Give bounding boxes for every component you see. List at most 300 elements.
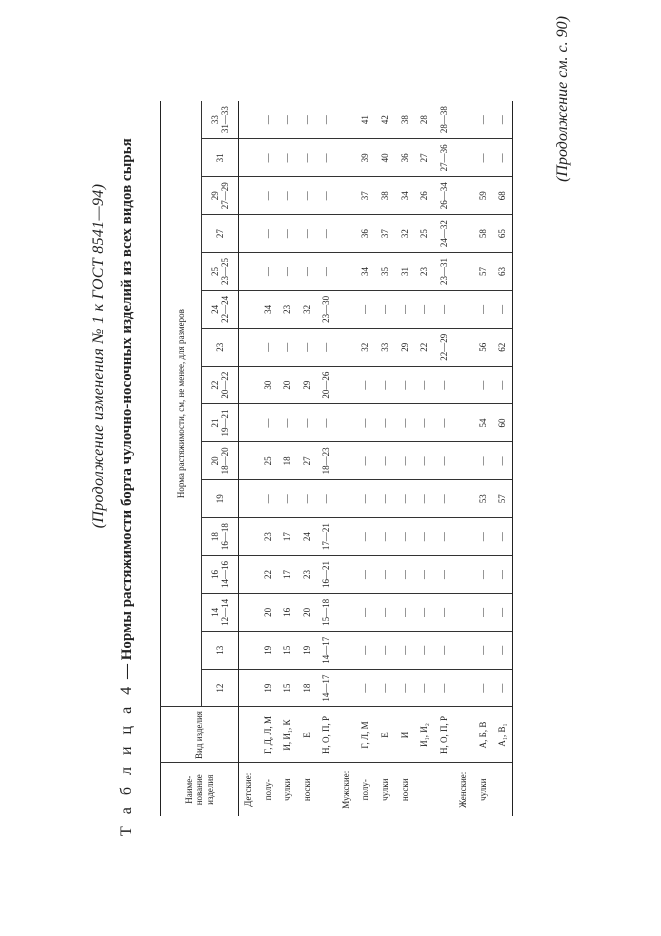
caption-dash: — <box>119 660 135 683</box>
value-cell: — <box>415 442 435 480</box>
value-cell: 23—30 <box>317 290 337 328</box>
value-cell <box>239 480 259 518</box>
size-range: 27—29 <box>220 182 230 210</box>
product-cell <box>317 763 337 816</box>
value-cell: 53 <box>473 480 493 518</box>
value-cell <box>336 328 356 366</box>
value-cell: — <box>477 683 488 693</box>
product-cell: Женские: <box>454 763 474 816</box>
value-cell: — <box>434 631 454 669</box>
value-cell: — <box>258 101 278 139</box>
value-cell: 58 <box>473 215 493 253</box>
value-cell: — <box>375 593 395 631</box>
value-cell <box>454 404 474 442</box>
value-cell: 19 <box>262 683 273 693</box>
value-cell: 41 <box>356 101 376 139</box>
value-cell: — <box>258 253 278 291</box>
value-cell: — <box>375 518 395 556</box>
value-cell: — <box>278 101 298 139</box>
value-cell <box>239 404 259 442</box>
value-cell: — <box>434 290 454 328</box>
value-cell: 30 <box>258 366 278 404</box>
value-cell: — <box>493 101 513 139</box>
value-cell: 20—26 <box>317 366 337 404</box>
value-cell <box>336 215 356 253</box>
value-cell: 60 <box>493 404 513 442</box>
value-cell: — <box>258 139 278 177</box>
value-cell: — <box>258 328 278 366</box>
value-cell: — <box>278 404 298 442</box>
value-cell <box>239 593 259 631</box>
value-cell <box>454 253 474 291</box>
type-cell: Е <box>297 707 317 763</box>
value-cell: 23 <box>297 556 317 594</box>
value-cell: 16 <box>278 593 298 631</box>
value-cell <box>454 593 474 631</box>
value-cell: 23—31 <box>434 253 454 291</box>
value-cell: — <box>493 669 513 707</box>
value-cell: 26—34 <box>434 177 454 215</box>
value-cell: 27—36 <box>434 139 454 177</box>
size-label: 16 <box>209 569 220 579</box>
product-cell: Детские: <box>239 763 259 816</box>
size-header <box>202 442 239 480</box>
value-cell: 57 <box>473 253 493 291</box>
value-cell: — <box>317 328 337 366</box>
value-cell: 39 <box>356 139 376 177</box>
value-cell <box>336 253 356 291</box>
value-cell <box>239 215 259 253</box>
norms-table <box>160 101 513 816</box>
value-cell: — <box>297 480 317 518</box>
table-caption <box>118 36 136 836</box>
size-range: 14—16 <box>220 560 230 588</box>
table-row <box>434 101 454 816</box>
value-cell: — <box>434 556 454 594</box>
value-cell: — <box>493 290 513 328</box>
product-cell: полу- <box>356 763 376 816</box>
value-cell: — <box>297 328 317 366</box>
value-cell <box>336 404 356 442</box>
value-cell: — <box>434 480 454 518</box>
product-cell: чулки <box>278 763 298 816</box>
value-cell: — <box>297 177 317 215</box>
value-cell: — <box>434 442 454 480</box>
value-cell: — <box>375 366 395 404</box>
size-label: 24 <box>209 304 220 314</box>
size-label: 33 <box>209 115 220 125</box>
value-cell: — <box>356 404 376 442</box>
value-cell <box>454 669 474 707</box>
size-header <box>202 556 239 594</box>
product-cell: Мужские: <box>336 763 356 816</box>
table-row <box>297 101 317 816</box>
size-label: 19 <box>214 494 225 504</box>
size-label: 23 <box>214 342 225 352</box>
product-cell: носки <box>297 763 317 816</box>
table-row <box>336 101 356 816</box>
value-cell <box>336 669 356 707</box>
size-header <box>202 669 239 707</box>
size-label: 29 <box>209 191 220 201</box>
value-cell <box>336 139 356 177</box>
value-cell: — <box>415 518 435 556</box>
value-cell: — <box>473 442 493 480</box>
value-cell <box>454 139 474 177</box>
table-row <box>395 101 415 816</box>
value-cell <box>239 290 259 328</box>
value-cell: — <box>278 480 298 518</box>
value-cell: — <box>395 631 415 669</box>
value-cell: 22—29 <box>434 328 454 366</box>
norm-header: Норма растяжимости, см, не менее, для размеров <box>161 101 202 707</box>
value-cell <box>239 253 259 291</box>
value-cell <box>336 631 356 669</box>
size-header <box>202 215 239 253</box>
size-header <box>202 480 239 518</box>
table-row <box>493 101 513 816</box>
value-cell: 14—17 <box>317 631 337 669</box>
value-cell: — <box>434 593 454 631</box>
size-header <box>202 404 239 442</box>
value-cell: — <box>375 480 395 518</box>
size-label: 14 <box>209 607 220 617</box>
value-cell: 38 <box>395 101 415 139</box>
value-cell: — <box>399 683 410 693</box>
value-cell: — <box>356 631 376 669</box>
size-label: 18 <box>209 532 220 542</box>
value-cell: — <box>395 556 415 594</box>
value-cell: 32 <box>395 215 415 253</box>
size-header <box>202 518 239 556</box>
value-cell: 34 <box>258 290 278 328</box>
value-cell: — <box>297 101 317 139</box>
table-row <box>454 101 474 816</box>
table-row <box>317 101 337 816</box>
size-label: 22 <box>209 380 220 390</box>
value-cell: — <box>375 556 395 594</box>
table-row <box>239 101 259 816</box>
value-cell: 33 <box>375 328 395 366</box>
value-cell <box>454 328 474 366</box>
value-cell: — <box>438 683 449 693</box>
size-label: 12 <box>214 683 225 693</box>
value-cell: 63 <box>493 253 513 291</box>
value-cell: — <box>297 139 317 177</box>
value-cell: 23 <box>415 253 435 291</box>
value-cell: — <box>473 101 493 139</box>
value-cell: — <box>434 518 454 556</box>
type-cell: И, И₁, К <box>278 707 298 763</box>
value-cell: — <box>434 366 454 404</box>
type-cell <box>454 707 474 763</box>
value-cell: — <box>258 215 278 253</box>
value-cell: — <box>493 518 513 556</box>
value-cell: 27 <box>297 442 317 480</box>
size-header <box>202 253 239 291</box>
value-cell: 31 <box>395 253 415 291</box>
type-cell: И₁, И₂ <box>415 707 435 763</box>
value-cell <box>336 177 356 215</box>
value-cell <box>454 290 474 328</box>
size-header <box>202 366 239 404</box>
size-label: 31 <box>214 153 225 163</box>
value-cell <box>239 139 259 177</box>
value-cell: — <box>356 556 376 594</box>
size-label: 13 <box>214 645 225 655</box>
value-cell: — <box>415 404 435 442</box>
value-cell <box>454 480 474 518</box>
value-cell <box>239 442 259 480</box>
value-cell: 29 <box>395 328 415 366</box>
footer-note: (Продолжение см. с. 90) <box>554 16 571 182</box>
value-cell: 24 <box>297 518 317 556</box>
value-cell: — <box>395 442 415 480</box>
value-cell: 18 <box>301 683 312 693</box>
value-cell: — <box>375 404 395 442</box>
value-cell: — <box>297 253 317 291</box>
value-cell: — <box>375 290 395 328</box>
value-cell: 18 <box>278 442 298 480</box>
value-cell: — <box>317 177 337 215</box>
value-cell <box>336 593 356 631</box>
value-cell: 29 <box>297 366 317 404</box>
value-cell: — <box>395 404 415 442</box>
product-cell: полу- <box>258 763 278 816</box>
value-cell: 62 <box>493 328 513 366</box>
header-row-1 <box>161 101 202 816</box>
value-cell: — <box>317 139 337 177</box>
type-cell: Г, Л, М <box>356 707 376 763</box>
type-cell: Н, О, П, Р <box>317 707 337 763</box>
value-cell: — <box>473 139 493 177</box>
value-cell: — <box>493 631 513 669</box>
value-cell <box>336 480 356 518</box>
value-cell: 20 <box>297 593 317 631</box>
value-cell: — <box>395 480 415 518</box>
value-cell: — <box>317 101 337 139</box>
table-row <box>473 101 493 816</box>
value-cell: 32 <box>297 290 317 328</box>
value-cell: — <box>395 290 415 328</box>
size-label: 20 <box>209 456 220 466</box>
value-cell: — <box>415 631 435 669</box>
value-cell: 20 <box>278 366 298 404</box>
value-cell: 32 <box>356 328 376 366</box>
product-cell: чулки <box>375 763 395 816</box>
value-cell: — <box>419 683 430 693</box>
value-cell: 16—21 <box>317 556 337 594</box>
value-cell <box>239 556 259 594</box>
value-cell: — <box>356 480 376 518</box>
size-header <box>202 593 239 631</box>
value-cell: — <box>473 556 493 594</box>
value-cell: — <box>415 366 435 404</box>
size-label: 27 <box>214 229 225 239</box>
value-cell: 17 <box>278 518 298 556</box>
value-cell: 14—17 <box>321 674 332 702</box>
value-cell: 18—23 <box>317 442 337 480</box>
value-cell: 38 <box>375 177 395 215</box>
value-cell: — <box>317 480 337 518</box>
value-cell: 19 <box>258 631 278 669</box>
value-cell: — <box>395 593 415 631</box>
size-header <box>202 101 239 139</box>
value-cell: — <box>415 593 435 631</box>
value-cell <box>239 101 259 139</box>
value-cell: — <box>415 556 435 594</box>
value-cell: 37 <box>356 177 376 215</box>
value-cell: — <box>356 442 376 480</box>
value-cell <box>336 518 356 556</box>
size-range: 22—24 <box>220 295 230 323</box>
value-cell: 54 <box>473 404 493 442</box>
table-row <box>415 101 435 816</box>
value-cell: — <box>258 177 278 215</box>
value-cell <box>454 518 474 556</box>
value-cell: — <box>356 518 376 556</box>
value-cell: 25 <box>258 442 278 480</box>
size-header <box>202 177 239 215</box>
product-cell: носки <box>395 763 415 816</box>
value-cell: — <box>473 366 493 404</box>
value-cell <box>454 215 474 253</box>
table-row <box>258 101 278 816</box>
value-cell: 34 <box>356 253 376 291</box>
value-cell: 15 <box>282 683 293 693</box>
value-cell <box>239 518 259 556</box>
type-cell: И <box>395 707 415 763</box>
value-cell: 23 <box>278 290 298 328</box>
value-cell: 36 <box>395 139 415 177</box>
value-cell: — <box>473 518 493 556</box>
caption-title: Нормы растяжимости борта чулочно-носочных изделий из всех видов сырья <box>119 138 135 661</box>
value-cell: — <box>473 631 493 669</box>
value-cell: — <box>278 215 298 253</box>
type-cell: А₁, В₁ <box>493 707 513 763</box>
value-cell: 28 <box>415 101 435 139</box>
value-cell: 56 <box>473 328 493 366</box>
value-cell: — <box>473 290 493 328</box>
value-cell: 57 <box>493 480 513 518</box>
value-cell: — <box>297 215 317 253</box>
value-cell <box>336 290 356 328</box>
type-cell: Е <box>375 707 395 763</box>
value-cell: — <box>258 404 278 442</box>
value-cell: 59 <box>473 177 493 215</box>
value-cell: — <box>493 366 513 404</box>
size-header <box>202 290 239 328</box>
size-header <box>202 139 239 177</box>
value-cell <box>454 366 474 404</box>
value-cell: 15—18 <box>317 593 337 631</box>
value-cell <box>454 101 474 139</box>
type-cell <box>336 707 356 763</box>
value-cell <box>336 366 356 404</box>
value-cell: — <box>493 442 513 480</box>
type-cell: А, Б, В <box>473 707 493 763</box>
value-cell: — <box>317 215 337 253</box>
table-row <box>356 101 376 816</box>
size-range: 31—33 <box>220 106 230 134</box>
col-product-header: Наиме-нование изделия <box>161 763 239 816</box>
value-cell: 40 <box>375 139 395 177</box>
value-cell: — <box>415 290 435 328</box>
value-cell <box>239 328 259 366</box>
value-cell: 19 <box>297 631 317 669</box>
value-cell: 65 <box>493 215 513 253</box>
value-cell <box>454 556 474 594</box>
value-cell: — <box>278 253 298 291</box>
value-cell: 23 <box>258 518 278 556</box>
size-range: 18—20 <box>220 447 230 475</box>
value-cell: 20 <box>258 593 278 631</box>
caption-label: Т а б л и ц а 4 <box>118 682 135 836</box>
product-cell <box>415 763 435 816</box>
value-cell <box>239 177 259 215</box>
value-cell: — <box>258 480 278 518</box>
size-header <box>202 631 239 669</box>
value-cell: — <box>356 290 376 328</box>
value-cell <box>336 442 356 480</box>
value-cell: — <box>493 139 513 177</box>
size-range: 16—18 <box>220 523 230 551</box>
value-cell: 42 <box>375 101 395 139</box>
value-cell: — <box>360 683 371 693</box>
value-cell <box>336 556 356 594</box>
value-cell <box>454 442 474 480</box>
value-cell: 15 <box>278 631 298 669</box>
product-cell: чулки <box>473 763 493 816</box>
value-cell: — <box>278 177 298 215</box>
value-cell: — <box>493 593 513 631</box>
value-cell: 24—32 <box>434 215 454 253</box>
product-cell <box>434 763 454 816</box>
value-cell: 34 <box>395 177 415 215</box>
value-cell: 68 <box>493 177 513 215</box>
value-cell: — <box>278 139 298 177</box>
value-cell: — <box>375 631 395 669</box>
value-cell: 17—21 <box>317 518 337 556</box>
size-label: 21 <box>209 418 220 428</box>
value-cell: — <box>395 366 415 404</box>
value-cell: 22 <box>258 556 278 594</box>
value-cell: — <box>473 593 493 631</box>
value-cell: 36 <box>356 215 376 253</box>
value-cell: — <box>278 328 298 366</box>
size-range: 23—25 <box>220 257 230 285</box>
size-header <box>202 328 239 366</box>
value-cell: 25 <box>415 215 435 253</box>
header-note: (Продолжение изменения № 1 к ГОСТ 8541—94) <box>90 183 107 529</box>
value-cell <box>454 177 474 215</box>
value-cell <box>239 631 259 669</box>
type-cell: Н, О, П, Р <box>434 707 454 763</box>
value-cell: 28—38 <box>434 101 454 139</box>
size-range: 19—21 <box>220 409 230 437</box>
value-cell <box>239 366 259 404</box>
size-range: 12—14 <box>220 598 230 626</box>
value-cell: — <box>356 366 376 404</box>
value-cell: — <box>317 253 337 291</box>
value-cell <box>336 101 356 139</box>
value-cell: 26 <box>415 177 435 215</box>
col-type-header: Вид изделия <box>161 707 239 763</box>
value-cell: 27 <box>415 139 435 177</box>
value-cell: — <box>356 593 376 631</box>
value-cell: — <box>434 404 454 442</box>
product-cell <box>493 763 513 816</box>
